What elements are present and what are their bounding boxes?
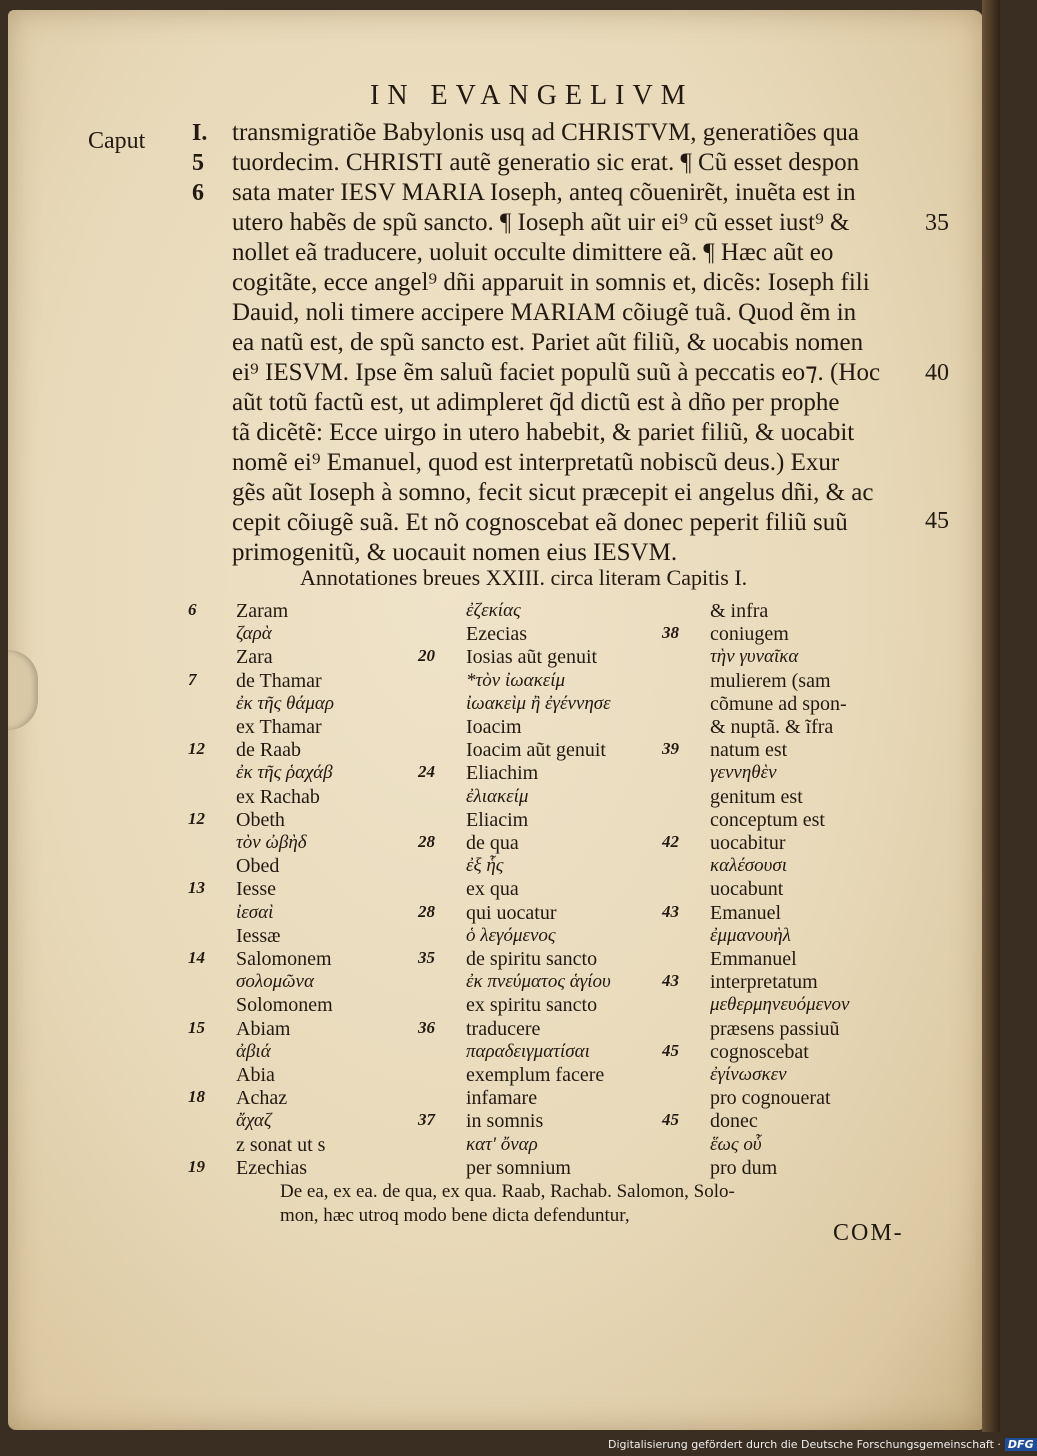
footer-notes <box>280 1180 900 1228</box>
verse-ref: 45 <box>662 1110 679 1130</box>
binding-edge <box>982 0 1000 1432</box>
dfg-credit-bar <box>608 1438 1037 1451</box>
verse-ref: 28 <box>418 832 435 851</box>
latin-word: uocabitur <box>710 832 786 854</box>
greek-word: ἄχαζ <box>236 1110 272 1132</box>
greek-word: ζαρὰ <box>236 623 272 645</box>
verse-ref: 19 <box>188 1156 205 1176</box>
verse-ref: 37 <box>418 1110 435 1130</box>
greek-word: *τὸν ἰωακείμ <box>466 669 566 691</box>
latin-word: ex spiritu sancto <box>466 994 598 1017</box>
latin-word: Achaz <box>236 1087 288 1110</box>
verse-number: 6 <box>192 180 204 206</box>
verse-ref: 39 <box>662 739 679 759</box>
text-line: gẽs aũt Ioseph à somno, fecit sicut præcepit ei angelus dñi, & ac <box>232 479 874 506</box>
verse-number: 5 <box>192 150 204 176</box>
latin-word: ex Rachab <box>236 785 320 808</box>
verse-ref: 6 <box>188 600 197 619</box>
latin-word: per somnium <box>466 1156 571 1179</box>
greek-word: παραδειγματίσαι <box>466 1040 590 1062</box>
dfg-credit-text: Digitalisierung gefördert durch die Deutsche Forschungsgemeinschaft · <box>608 1438 1001 1451</box>
verse-ref: 12 <box>188 739 205 759</box>
latin-word: Iesse <box>236 878 276 901</box>
text-line: cogitãte, ecce angel⁹ dñi apparuit in somnis et, dicẽs: Ioseph fili <box>232 269 870 296</box>
running-head: IN EVANGELIVM <box>370 80 694 111</box>
verse-ref: 24 <box>418 762 435 782</box>
greek-word: ἐκ τῆς ῥαχάβ <box>236 762 333 784</box>
greek-word: κατ' ὄναρ <box>466 1133 538 1155</box>
text-line: nollet eã traducere, uoluit occulte dimittere eã. ¶ Hæc aũt eo <box>232 239 834 266</box>
greek-word: τὴν γυναῖκα <box>710 646 799 668</box>
latin-word: Obed <box>236 855 280 878</box>
latin-word: Ezechias <box>236 1156 308 1179</box>
verse-ref: 28 <box>418 901 435 921</box>
latin-word: Eliacim <box>466 808 529 831</box>
latin-word: Ezecias <box>466 623 528 646</box>
latin-word: Emanuel <box>710 901 782 924</box>
greek-word: τὸν ὠβὴδ <box>236 832 307 853</box>
text-line: utero habẽs de spũ sancto. ¶ Ioseph aũt uir ei⁹ cũ esset iust⁹ & <box>232 209 850 236</box>
latin-word: pro dum <box>710 1156 778 1179</box>
text-line: ea natũ est, de spũ sancto est. Pariet aũt filiũ, & uocabis nomen <box>232 329 864 356</box>
greek-word: ἀβιά <box>236 1040 271 1062</box>
latin-word: Zaram <box>236 600 289 622</box>
latin-word: de Raab <box>236 739 301 762</box>
greek-word: ἐμμανουὴλ <box>710 924 791 946</box>
latin-word: de spiritu sancto <box>466 948 598 970</box>
verse-ref: 43 <box>662 971 679 991</box>
caput-label: Caput <box>88 128 146 154</box>
verse-ref: 36 <box>418 1017 435 1037</box>
greek-word: ὁ λεγόμενος <box>466 924 556 946</box>
latin-word: coniugem <box>710 623 789 646</box>
annotations-heading: Annotationes breues XXIII. circa literam Capitis I. <box>300 565 748 590</box>
catchword: COM- <box>833 1220 904 1246</box>
greek-word: ἐκ τῆς θάμαρ <box>236 692 334 714</box>
latin-word: Solomonem <box>236 994 333 1017</box>
text-line: tã dicẽtẽ: Ecce uirgo in utero habebit, & pariet filiũ, & uocabit <box>232 419 855 446</box>
text-line: Dauid, noli timere accipere MARIAM cõiugẽ tuã. Quod ẽm in <box>232 299 857 326</box>
latin-word: ex qua <box>466 878 519 901</box>
latin-word: Ioacim <box>466 716 522 738</box>
latin-word: genitum est <box>710 785 803 808</box>
latin-word: Iosias aũt genuit <box>466 646 598 669</box>
verse-ref: 7 <box>188 669 197 689</box>
greek-word: ἐγίνωσκεν <box>710 1064 787 1085</box>
latin-word: mulierem (sam <box>710 669 831 692</box>
greek-word: ἰεσαὶ <box>236 901 274 923</box>
greek-word: ἐζεκίας <box>466 600 521 621</box>
latin-word: Obeth <box>236 808 285 831</box>
verse-ref: 20 <box>418 646 435 666</box>
greek-word: ἐλιακείμ <box>466 785 529 807</box>
latin-word: cognoscebat <box>710 1040 809 1063</box>
footer-note-line: mon, hæc utroq modo bene dicta defenduntur, <box>280 1205 630 1226</box>
latin-word: & infra <box>710 600 769 622</box>
verse-ref: 18 <box>188 1087 205 1107</box>
latin-word: uocabunt <box>710 878 784 901</box>
latin-word: Abia <box>236 1064 275 1086</box>
greek-word: μεθερμηνευόμενον <box>710 994 850 1016</box>
greek-word: γεννηθὲν <box>710 762 777 784</box>
latin-word: de qua <box>466 832 519 854</box>
verse-ref: 14 <box>188 948 205 967</box>
latin-word: z sonat ut s <box>236 1133 326 1156</box>
page-tab-fold <box>8 650 38 730</box>
text-line: sata mater IESV MARIA Ioseph, anteq cõuenirẽt, inuẽta est in <box>232 179 856 206</box>
greek-word: σολομῶνα <box>236 971 314 993</box>
verse-ref: 15 <box>188 1017 205 1037</box>
latin-word: cõmune ad spon- <box>710 692 847 715</box>
text-line: aũt totũ factũ est, ut adimpleret q̃d dictũ est à dño per prophe <box>232 389 840 416</box>
latin-word: Iessæ <box>236 924 281 947</box>
latin-word: natum est <box>710 739 788 762</box>
text-line: tuordecim. CHRISTI autẽ generatio sic erat. ¶ Cũ esset despon <box>232 149 860 176</box>
latin-word: donec <box>710 1110 758 1133</box>
latin-word: de Thamar <box>236 669 322 692</box>
latin-word: ex Thamar <box>236 716 322 738</box>
verse-ref: 43 <box>662 901 679 921</box>
latin-word: in somnis <box>466 1110 544 1133</box>
margin-number: 40 <box>925 360 949 386</box>
verse-ref: 38 <box>662 623 679 643</box>
latin-word: qui uocatur <box>466 901 557 924</box>
greek-word: ἐξ ἧς <box>466 855 504 877</box>
verse-ref: 42 <box>662 832 679 851</box>
margin-number: 35 <box>925 210 949 236</box>
latin-word: traducere <box>466 1017 541 1040</box>
latin-word: Zara <box>236 646 273 669</box>
greek-word: ἰωακεὶμ ἢ ἐγέννησε <box>466 692 611 714</box>
text-line: primogenitũ, & uocauit nomen eius IESVM. <box>232 539 678 566</box>
latin-word: Eliachim <box>466 762 539 785</box>
latin-word: Salomonem <box>236 948 332 970</box>
verse-ref: 13 <box>188 878 205 898</box>
latin-word: Abiam <box>236 1017 291 1040</box>
latin-word: Ioacim aũt genuit <box>466 739 606 762</box>
greek-word: ἕως οὗ <box>710 1133 762 1155</box>
latin-word: & nuptã. & ĩfra <box>710 716 834 738</box>
latin-word: exemplum facere <box>466 1064 605 1086</box>
text-line: cepit cõiugẽ suã. Et nõ cognoscebat eã donec peperit filiũ suũ <box>232 509 848 536</box>
verse-ref: 45 <box>662 1040 679 1060</box>
verse-ref: 12 <box>188 808 205 828</box>
latin-word: infamare <box>466 1087 538 1110</box>
verse-number: I. <box>192 120 208 146</box>
latin-word: Emmanuel <box>710 948 797 970</box>
greek-word: καλέσουσι <box>710 855 788 877</box>
text-line: ei⁹ IESVM. Ipse ẽm saluũ faciet populũ suũ à peccatis eo⁊. (Hoc <box>232 359 881 386</box>
greek-word: ἐκ πνεύματος ἁγίου <box>466 971 611 993</box>
latin-word: conceptum est <box>710 808 825 831</box>
latin-word: pro cognouerat <box>710 1087 831 1110</box>
dfg-logo: DFG <box>1005 1438 1037 1451</box>
latin-word: interpretatum <box>710 971 818 994</box>
latin-word: præsens passiuũ <box>710 1017 840 1040</box>
footer-note-line: De ea, ex ea. de qua, ex qua. Raab, Rachab. Salomon, Solo- <box>280 1181 735 1202</box>
margin-number: 45 <box>925 508 949 534</box>
text-line: transmigratiõe Babylonis usq ad CHRISTVM, generatiões qua <box>232 119 859 146</box>
verse-ref: 35 <box>418 948 435 967</box>
text-line: nomẽ ei⁹ Emanuel, quod est interpretatũ nobiscũ deus.) Exur <box>232 449 840 476</box>
